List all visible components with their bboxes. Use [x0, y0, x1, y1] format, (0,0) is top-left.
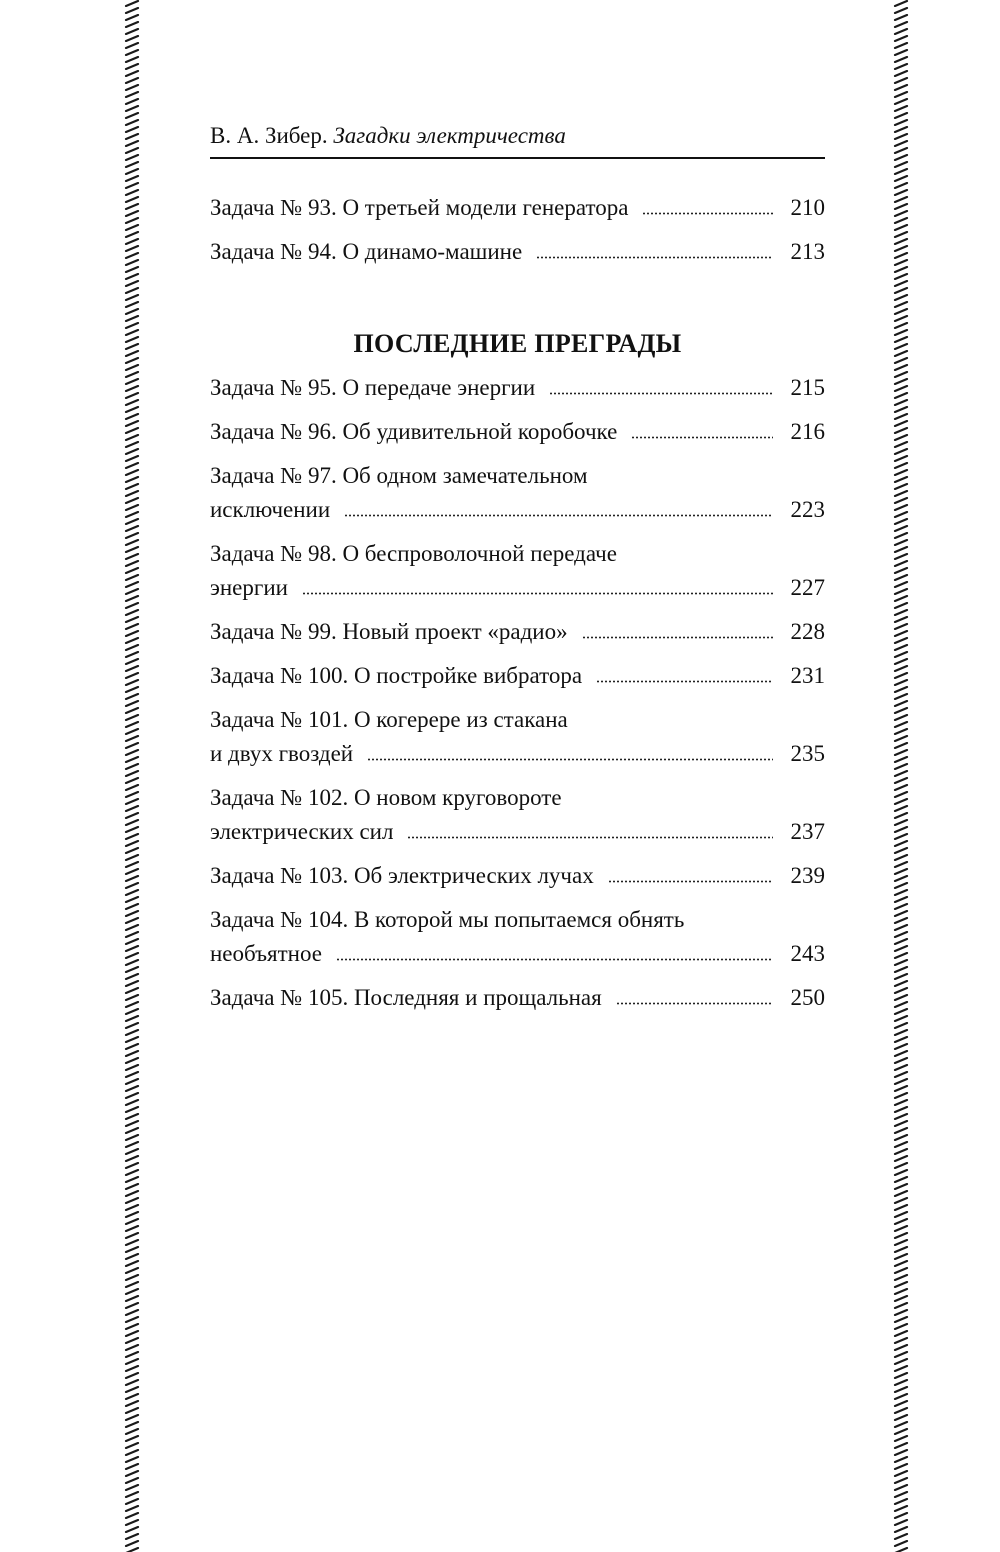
toc-entry-title: Задача № 98. О беспроволочной передаче — [210, 541, 617, 566]
toc-entry[interactable] — [210, 781, 825, 849]
toc-entry-line — [210, 191, 825, 225]
toc-entry-line — [210, 859, 825, 893]
toc-page-number: 250 — [790, 985, 825, 1010]
toc-entry-line — [210, 537, 825, 571]
toc-entry[interactable] — [210, 903, 825, 971]
running-header — [210, 122, 825, 150]
toc-entry-title: Задача № 102. О новом круговороте — [210, 785, 562, 810]
toc-entry[interactable] — [210, 981, 825, 1015]
dot-leader — [582, 636, 773, 639]
toc-entry-line — [210, 371, 825, 405]
toc-entry-title: электрических сил — [210, 819, 394, 844]
dot-leader — [631, 436, 773, 439]
toc-entry-title: Задача № 105. Последняя и прощальная — [210, 985, 602, 1010]
dot-leader — [549, 392, 773, 395]
toc-entry-title: энергии — [210, 575, 288, 600]
toc-entry-title: Задача № 96. Об удивительной коробочке — [210, 419, 618, 444]
toc-entry[interactable] — [210, 415, 825, 449]
toc-list-section — [210, 371, 825, 1025]
toc-entry[interactable] — [210, 703, 825, 771]
toc-list-before — [210, 191, 825, 279]
border-pattern-right — [893, 0, 909, 1552]
dot-leader — [344, 514, 773, 517]
toc-entry-title: Задача № 94. О динамо-машине — [210, 239, 523, 264]
dot-leader — [367, 758, 773, 761]
dot-leader — [596, 680, 773, 683]
toc-entry-title: Задача № 104. В которой мы попытаемся обнять — [210, 907, 685, 932]
toc-entry[interactable] — [210, 659, 825, 693]
toc-entry-title: необъятное — [210, 941, 322, 966]
dot-leader — [407, 836, 773, 839]
section-heading: ПОСЛЕДНИЕ ПРЕГРАДЫ — [353, 329, 682, 358]
toc-entry[interactable] — [210, 191, 825, 225]
toc-entry-line — [210, 815, 825, 849]
toc-entry-title: и двух гвоздей — [210, 741, 354, 766]
header-author: В. А. Зибер. — [210, 123, 328, 148]
toc-entry[interactable] — [210, 459, 825, 527]
header-rule — [210, 157, 825, 159]
dot-leader — [336, 958, 773, 961]
toc-entry-line — [210, 615, 825, 649]
toc-page-number: 216 — [790, 419, 825, 444]
toc-entry[interactable] — [210, 235, 825, 269]
toc-entry-line — [210, 235, 825, 269]
toc-page-number: 210 — [790, 195, 825, 220]
toc-entry-line — [210, 659, 825, 693]
toc-entry-line — [210, 703, 825, 737]
toc-page-number: 228 — [790, 619, 825, 644]
dot-leader — [302, 592, 773, 595]
toc-entry-title: Задача № 103. Об электрических лучах — [210, 863, 594, 888]
toc-entry-line — [210, 415, 825, 449]
decorative-border-right — [893, 0, 909, 1552]
toc-page-number: 215 — [790, 375, 825, 400]
dot-leader — [608, 880, 773, 883]
toc-entry-line — [210, 981, 825, 1015]
toc-entry-line — [210, 459, 825, 493]
border-pattern-left — [124, 0, 140, 1552]
toc-entry-line — [210, 903, 825, 937]
toc-entry[interactable] — [210, 371, 825, 405]
toc-entry-line — [210, 937, 825, 971]
toc-entry-title: исключении — [210, 497, 331, 522]
toc-entry-title: Задача № 99. Новый проект «радио» — [210, 619, 568, 644]
header-book-title: Загадки электричества — [333, 123, 566, 148]
decorative-border-left — [124, 0, 140, 1552]
toc-entry-line — [210, 781, 825, 815]
toc-entry-title: Задача № 100. О постройке вибратора — [210, 663, 583, 688]
toc-entry-title: Задача № 101. О когерере из стакана — [210, 707, 568, 732]
toc-entry[interactable] — [210, 537, 825, 605]
toc-page-number: 239 — [790, 863, 825, 888]
toc-entry-title: Задача № 97. Об одном замечательном — [210, 463, 588, 488]
dot-leader — [536, 256, 773, 259]
toc-entry[interactable] — [210, 859, 825, 893]
toc-page-number: 231 — [790, 663, 825, 688]
toc-page-number: 235 — [790, 741, 825, 766]
toc-page-number: 227 — [790, 575, 825, 600]
dot-leader — [616, 1002, 773, 1005]
toc-entry-title: Задача № 95. О передаче энергии — [210, 375, 536, 400]
toc-page-number: 213 — [790, 239, 825, 264]
toc-entry-line — [210, 737, 825, 771]
toc-page-number: 243 — [790, 941, 825, 966]
toc-page-number: 237 — [790, 819, 825, 844]
dot-leader — [642, 212, 773, 215]
toc-page-number: 223 — [790, 497, 825, 522]
toc-entry-title: Задача № 93. О третьей модели генератора — [210, 195, 629, 220]
toc-entry-line — [210, 571, 825, 605]
toc-entry-line — [210, 493, 825, 527]
toc-entry[interactable] — [210, 615, 825, 649]
